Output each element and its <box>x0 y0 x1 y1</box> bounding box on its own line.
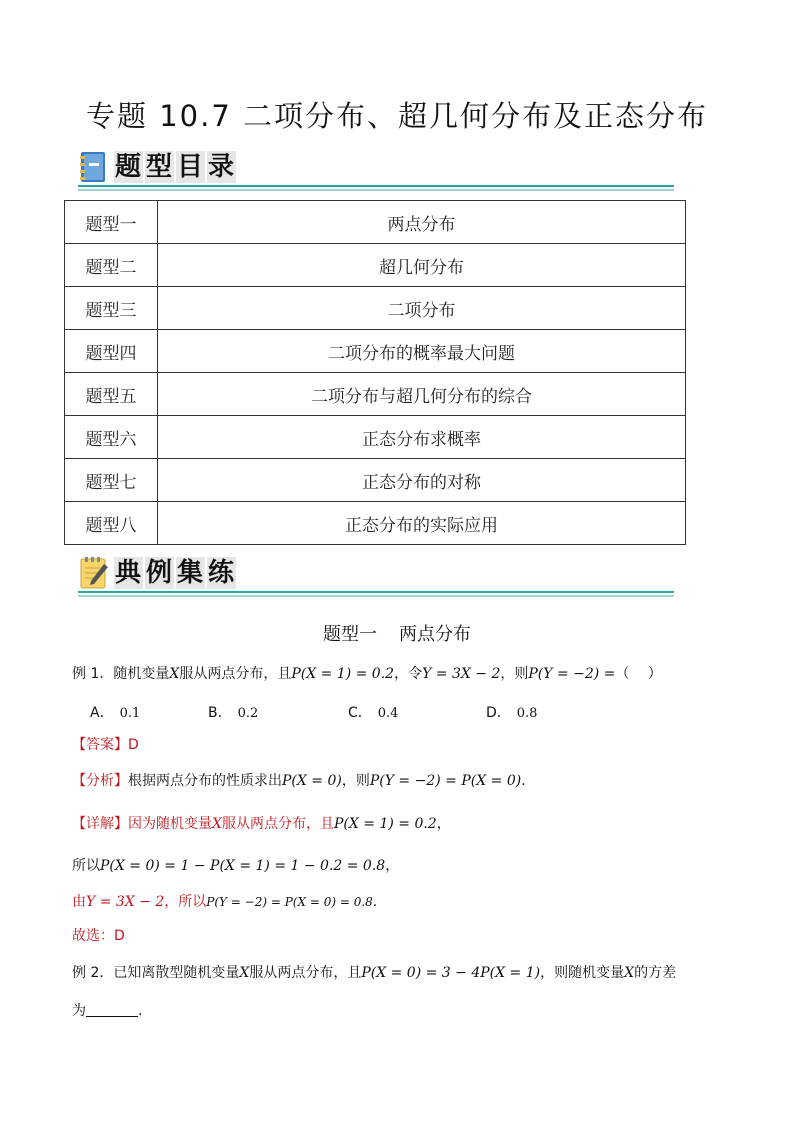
table-row <box>65 373 686 416</box>
analysis-tag: 【分析】 <box>72 773 128 789</box>
text: ，则 <box>341 773 370 789</box>
example-1-stem <box>72 663 662 683</box>
math: P(X = 1) = 0.2 <box>333 816 437 832</box>
section-title-char: 集 <box>177 558 205 588</box>
notebook-icon <box>78 150 110 184</box>
question-type-table <box>64 200 686 545</box>
math: P(X = 1) = 0.2 <box>291 666 395 682</box>
text: 的方差 <box>634 965 677 981</box>
math: X <box>169 666 180 682</box>
text: 服从两点分布，且 <box>179 666 292 682</box>
table-cell-topic: 超几何分布 <box>158 244 686 287</box>
math: Y = 3X − 2 <box>422 666 501 682</box>
text: . <box>138 1003 143 1019</box>
text: 服从两点分布，且 <box>249 965 362 981</box>
table-row <box>65 502 686 545</box>
section-title-examples <box>114 556 238 590</box>
math: X <box>624 965 635 981</box>
question-type-heading <box>0 620 794 646</box>
table-cell-topic: 二项分布 <box>158 287 686 330</box>
section-title-char: 题 <box>115 152 143 182</box>
section-header-examples <box>78 556 678 594</box>
text: 根据两点分布的性质求出 <box>128 773 282 789</box>
analysis-line <box>72 770 526 790</box>
option-letter: B． <box>208 705 232 721</box>
table-cell-topic: 正态分布的实际应用 <box>158 502 686 545</box>
section-title-char: 练 <box>208 558 236 588</box>
option-c <box>348 702 398 722</box>
table-row <box>65 330 686 373</box>
math: X <box>239 965 250 981</box>
table-cell-type: 题型五 <box>65 373 158 416</box>
detail-line <box>72 813 451 833</box>
table-row <box>65 244 686 287</box>
section-title-char: 录 <box>208 152 236 182</box>
option-value: 0.4 <box>377 706 399 721</box>
option-letter: C． <box>348 705 372 721</box>
option-value: 0.2 <box>237 706 259 721</box>
option-value: 0.8 <box>516 706 538 721</box>
math: P(X = 0) = 1 − P(X = 1) = 1 − 0.2 = 0.8 <box>100 858 386 874</box>
answer-blank[interactable] <box>86 1002 138 1017</box>
text: ，令 <box>394 666 423 682</box>
conclusion-line: 故选：D <box>72 928 125 944</box>
text: 服从两点分布，且 <box>221 816 334 832</box>
math: P(Y = −2) = <box>528 666 616 682</box>
table-cell-topic: 两点分布 <box>158 201 686 244</box>
answer-paren: （ ） <box>615 666 662 682</box>
section-rule-light <box>78 189 674 191</box>
detail-tag: 【详解】 <box>72 816 128 832</box>
table-cell-topic: 正态分布求概率 <box>158 416 686 459</box>
question-type-label: 题型一 <box>323 624 377 645</box>
notepad-pen-icon <box>78 556 110 590</box>
section-header-catalog <box>78 150 678 188</box>
option-a <box>90 702 140 722</box>
text: 因为随机变量 <box>128 816 212 832</box>
example-2-line-2 <box>72 1000 142 1020</box>
answer-tag: 【答案】 <box>72 737 128 753</box>
answer-line <box>72 734 139 754</box>
table-cell-type: 题型七 <box>65 459 158 502</box>
section-rule <box>78 185 674 187</box>
math: Y = 3X − 2 <box>86 894 165 910</box>
text: ，所以 <box>164 894 207 910</box>
section-rule-light <box>78 595 674 597</box>
detail-step-2 <box>72 891 377 911</box>
table-cell-topic: 正态分布的对称 <box>158 459 686 502</box>
math: P(Y = −2) = P(X = 0) = 0.8 <box>206 895 373 909</box>
text: 由 <box>72 894 86 910</box>
text: 例 1．随机变量 <box>72 666 170 682</box>
example-2-stem <box>72 962 676 982</box>
math: P(X = 0) = 3 − 4P(X = 1) <box>361 965 541 981</box>
text: 为 <box>72 1003 86 1019</box>
section-title-char: 例 <box>146 558 174 588</box>
question-type-name: 两点分布 <box>399 624 471 645</box>
document-title: 专题 10.7 二项分布、超几何分布及正态分布 <box>85 99 708 133</box>
option-letter: D． <box>486 705 511 721</box>
table-cell-topic: 二项分布与超几何分布的综合 <box>158 373 686 416</box>
table-cell-type: 题型二 <box>65 244 158 287</box>
math: X <box>212 816 222 832</box>
detail-step-1 <box>72 855 399 875</box>
section-title-char: 典 <box>115 558 143 588</box>
table-row <box>65 416 686 459</box>
section-title-char: 型 <box>146 152 174 182</box>
text: 所以 <box>72 858 100 874</box>
math: P(Y = −2) = P(X = 0) <box>369 773 522 789</box>
section-rule <box>78 591 674 593</box>
text: ，则 <box>500 666 529 682</box>
option-value: 0.1 <box>119 706 141 721</box>
text: . <box>372 894 378 910</box>
answer-value: D <box>128 737 139 753</box>
text: ，则随机变量 <box>540 965 625 981</box>
text: 例 2．已知离散型随机变量 <box>72 965 240 981</box>
table-cell-type: 题型八 <box>65 502 158 545</box>
math: P(X = 0) <box>282 773 342 789</box>
table-row <box>65 459 686 502</box>
table-row <box>65 201 686 244</box>
section-title-char: 目 <box>177 152 205 182</box>
table-cell-topic: 二项分布的概率最大问题 <box>158 330 686 373</box>
section-title-catalog <box>114 150 238 184</box>
table-cell-type: 题型三 <box>65 287 158 330</box>
option-letter: A． <box>90 705 114 721</box>
option-d <box>486 702 537 722</box>
table-cell-type: 题型一 <box>65 201 158 244</box>
table-cell-type: 题型六 <box>65 416 158 459</box>
text: . <box>521 773 526 789</box>
table-row <box>65 287 686 330</box>
text: ， <box>385 858 400 874</box>
text: ， <box>436 816 451 832</box>
option-b <box>208 702 258 722</box>
table-cell-type: 题型四 <box>65 330 158 373</box>
